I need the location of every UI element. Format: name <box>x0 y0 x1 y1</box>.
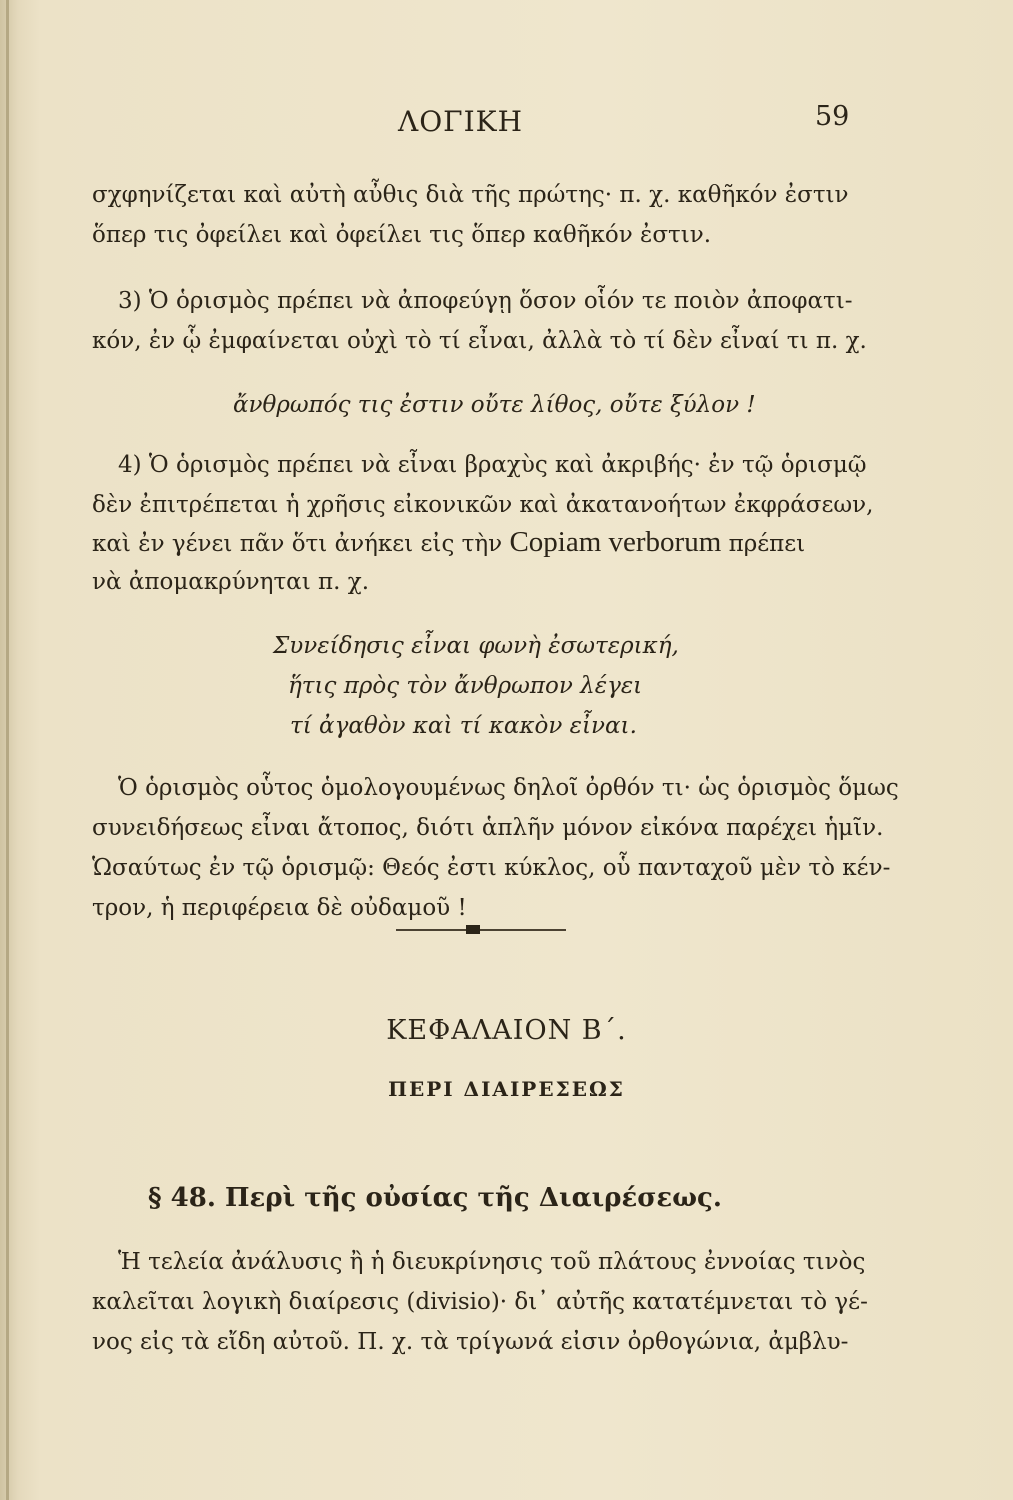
running-title: ΛΟΓΙΚΗ <box>398 105 523 138</box>
section-divider <box>396 929 566 931</box>
text-line: Ὡσαύτως ἐν τῷ ὁρισμῷ: Θεός ἐστι κύκλος, οὗ πανταχοῦ μὲν τὸ κέν- <box>92 855 891 881</box>
text-line: σχφηνίζεται καὶ αὐτὴ αὖθις διὰ τῆς πρώτης· π. χ. καθῆκόν ἐστιν <box>92 182 849 208</box>
text-line: συνειδήσεως εἶναι ἄτοπος, διότι ἁπλῆν μόνον εἰκόνα παρέχει ἡμῖν. <box>92 815 884 841</box>
text-line: Ὁ ὁρισμὸς οὗτος ὁμολογουμένως δηλοῖ ὀρθόν τι· ὡς ὁρισμὸς ὅμως <box>118 775 899 801</box>
text-fragment: καὶ ἐν γένει πᾶν ὅτι ἀνήκει εἰς τὴν <box>92 531 503 557</box>
text-line: καλεῖται λογικὴ διαίρεσις (divisio)· δι᾽ αὐτῆς κατατέμνεται τὸ γέ- <box>92 1289 868 1315</box>
text-line: κόν, ἐν ᾧ ἐμφαίνεται οὐχὶ τὸ τί εἶναι, ἀλλὰ τὸ τί δὲν εἶναί τι π. χ. <box>92 328 867 354</box>
text-fragment: πρέπει <box>728 531 806 557</box>
quote-line: ἥτις πρὸς τὸν ἄνθρωπον λέγει <box>288 673 643 699</box>
text-line: Ἡ τελεία ἀνάλυσις ἢ ἡ διευκρίνησις τοῦ πλάτους ἐννοίας τινὸς <box>118 1249 866 1275</box>
text-line: νὰ ἀπομακρύνηται π. χ. <box>92 569 370 595</box>
quote-line: τί ἀγαθὸν καὶ τί κακὸν εἶναι. <box>290 713 637 739</box>
section-number: § 48. <box>148 1183 216 1213</box>
text-line <box>92 527 805 559</box>
section-heading <box>148 1183 722 1213</box>
text-line: τρον, ἡ περιφέρεια δὲ οὐδαμοῦ ! <box>92 895 467 921</box>
text-line: ὅπερ τις ὀφείλει καὶ ὀφείλει τις ὅπερ καθῆκόν ἐστιν. <box>92 222 712 248</box>
page-number: 59 <box>815 101 850 132</box>
chapter-subtitle: ΠΕΡΙ ΔΙΑΙΡΕΣΕΩΣ <box>388 1077 625 1101</box>
text-line: 3) Ὁ ὁρισμὸς πρέπει νὰ ἀποφεύγῃ ὅσον οἷόν τε ποιὸν ἀποφατι- <box>118 288 853 314</box>
chapter-title: ΚΕΦΑΛΑΙΟΝ Β΄. <box>386 1015 627 1046</box>
latin-phrase: Copiam verborum <box>509 526 722 558</box>
section-title: Περὶ τῆς οὐσίας τῆς Διαιρέσεως. <box>224 1183 722 1213</box>
text-line: 4) Ὁ ὁρισμὸς πρέπει νὰ εἶναι βραχὺς καὶ ἀκριβής· ἐν τῷ ὁρισμῷ <box>118 452 867 478</box>
text-line: δὲν ἐπιτρέπεται ἡ χρῆσις εἰκονικῶν καὶ ἀκατανοήτων ἐκφράσεων, <box>92 492 874 518</box>
quote-line: Συνείδησις εἶναι φωνὴ ἐσωτερική, <box>273 633 679 659</box>
divider-ornament <box>466 925 480 934</box>
text-line: νος εἰς τὰ εἴδη αὐτοῦ. Π. χ. τὰ τρίγωνά εἰσιν ὀρθογώνια, ἀμβλυ- <box>92 1329 849 1355</box>
page-header <box>0 101 1013 145</box>
example-line: ἄνθρωπός τις ἐστιν οὔτε λίθος, οὔτε ξύλον ! <box>233 392 756 418</box>
page-spine <box>6 0 9 1500</box>
